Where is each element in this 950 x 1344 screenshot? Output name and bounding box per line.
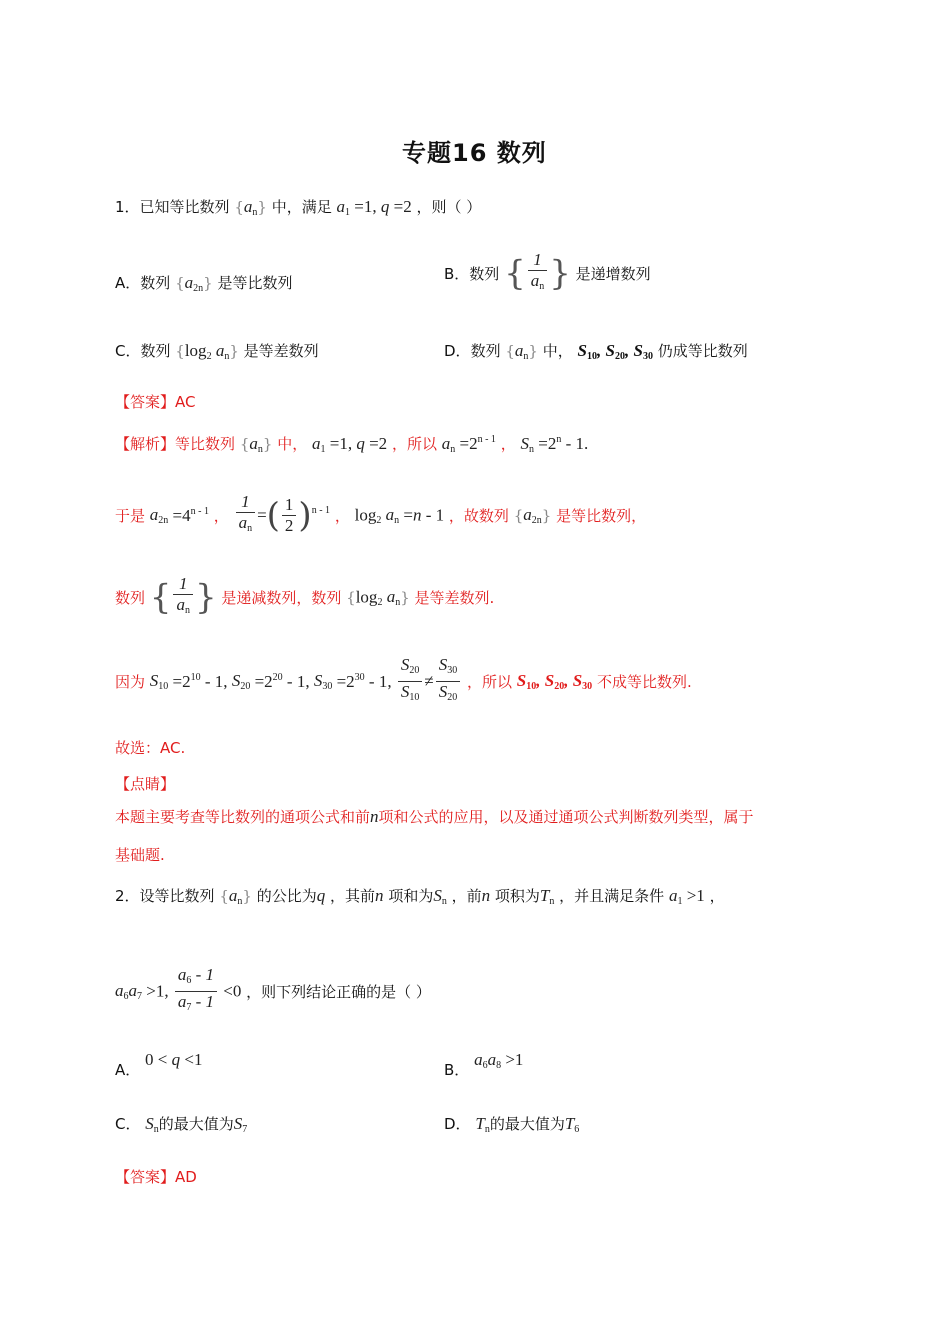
q2-option-d[interactable]: D． $T_n$的最大值为$T_6$	[444, 1114, 580, 1135]
page-title: 专题16 数列	[402, 139, 547, 167]
q1-remark-line2: 基础题.	[115, 846, 165, 864]
q2-stem-line2: $a_6a_7 >1$, $\frac{a_6 - 1}{a_7 - 1}$ <0 ，则下列结论正确的是（ ）	[115, 965, 431, 1013]
q2-answer: 【答案】AD	[115, 1168, 197, 1186]
q1-option-a[interactable]: A．数列 $\{a_{2n}\}$ 是等比数列	[115, 273, 293, 294]
q1-analysis-line3: 数列 { $\frac{1}{a_n}$ } 是递减数列，数列 {$\log_2$ $a_n$} 是等差数列.	[115, 574, 495, 618]
q2-option-a[interactable]: A． 0 < q <1	[115, 1050, 203, 1079]
q1-remark-tag: 【点睛】	[115, 775, 176, 793]
q1-analysis-line1: 【解析】等比数列 $\{a_n\}$ 中， $a_1 =1$, q =2 ，所以 $a_n =2^{n - 1}$ ， $S_n =2^n - 1$.	[115, 434, 589, 455]
q1-stem: 1．已知等比数列 $\{a_n\}$ 中，满足 $a_1 =1$, q =2 ，则（ ）	[115, 197, 482, 218]
q1-option-c[interactable]: C．数列 {$\log_2$ $a_n$} 是等差数列	[115, 341, 319, 362]
q1-option-b[interactable]: B．数列 { $\frac{1}{a_n}$ } 是递增数列	[444, 250, 651, 294]
q1-analysis-line4: 因为 $S_{10} =2^{10} - 1$, $S_{20} =2^{20} - 1$, $S_{30} =2^{30} - 1$, $\frac{S_{20}}{S_{10}}$ ≠ $\frac{S_{30}}{S_{20}}$ ，所以 $S_{10}$, $S_{20}$, $S_{30}$ 不成等比数列.	[115, 655, 692, 703]
q1-remark-line1: 本题主要考查等比数列的通项公式和前n项和公式的应用，以及通过通项公式判断数列类型，属于	[115, 807, 754, 826]
q1-analysis-line2: 于是 $a_{2n} =4^{n - 1}$ ， $\frac{1}{a_n}$ =( $\frac{1}{2}$ )$^{n - 1}$ ， $\log_2 a_n =n - 1$ ，故数列 $\{a_{2n}\}$ 是等比数列，	[115, 492, 647, 536]
q2-option-b[interactable]: B． $a_6a_8 >1$	[444, 1050, 524, 1079]
q1-conclusion: 故选：AC.	[115, 739, 186, 757]
q1-number: 1．	[115, 198, 140, 216]
q2-stem-line1: 2．设等比数列 $\{a_n\}$ 的公比为q ，其前n 项和为$S_n$ ，前n 项积为$T_n$ ，并且满足条件 $a_1 >1$ ，	[115, 886, 725, 907]
q1-option-d[interactable]: D．数列 $\{a_n\}$ 中， $S_{10}$, $S_{20}$, $S_{30}$ 仍成等比数列	[444, 341, 748, 362]
q2-option-c[interactable]: C． $S_n$的最大值为$S_7$	[115, 1114, 248, 1135]
q1-answer: 【答案】AC	[115, 393, 196, 411]
